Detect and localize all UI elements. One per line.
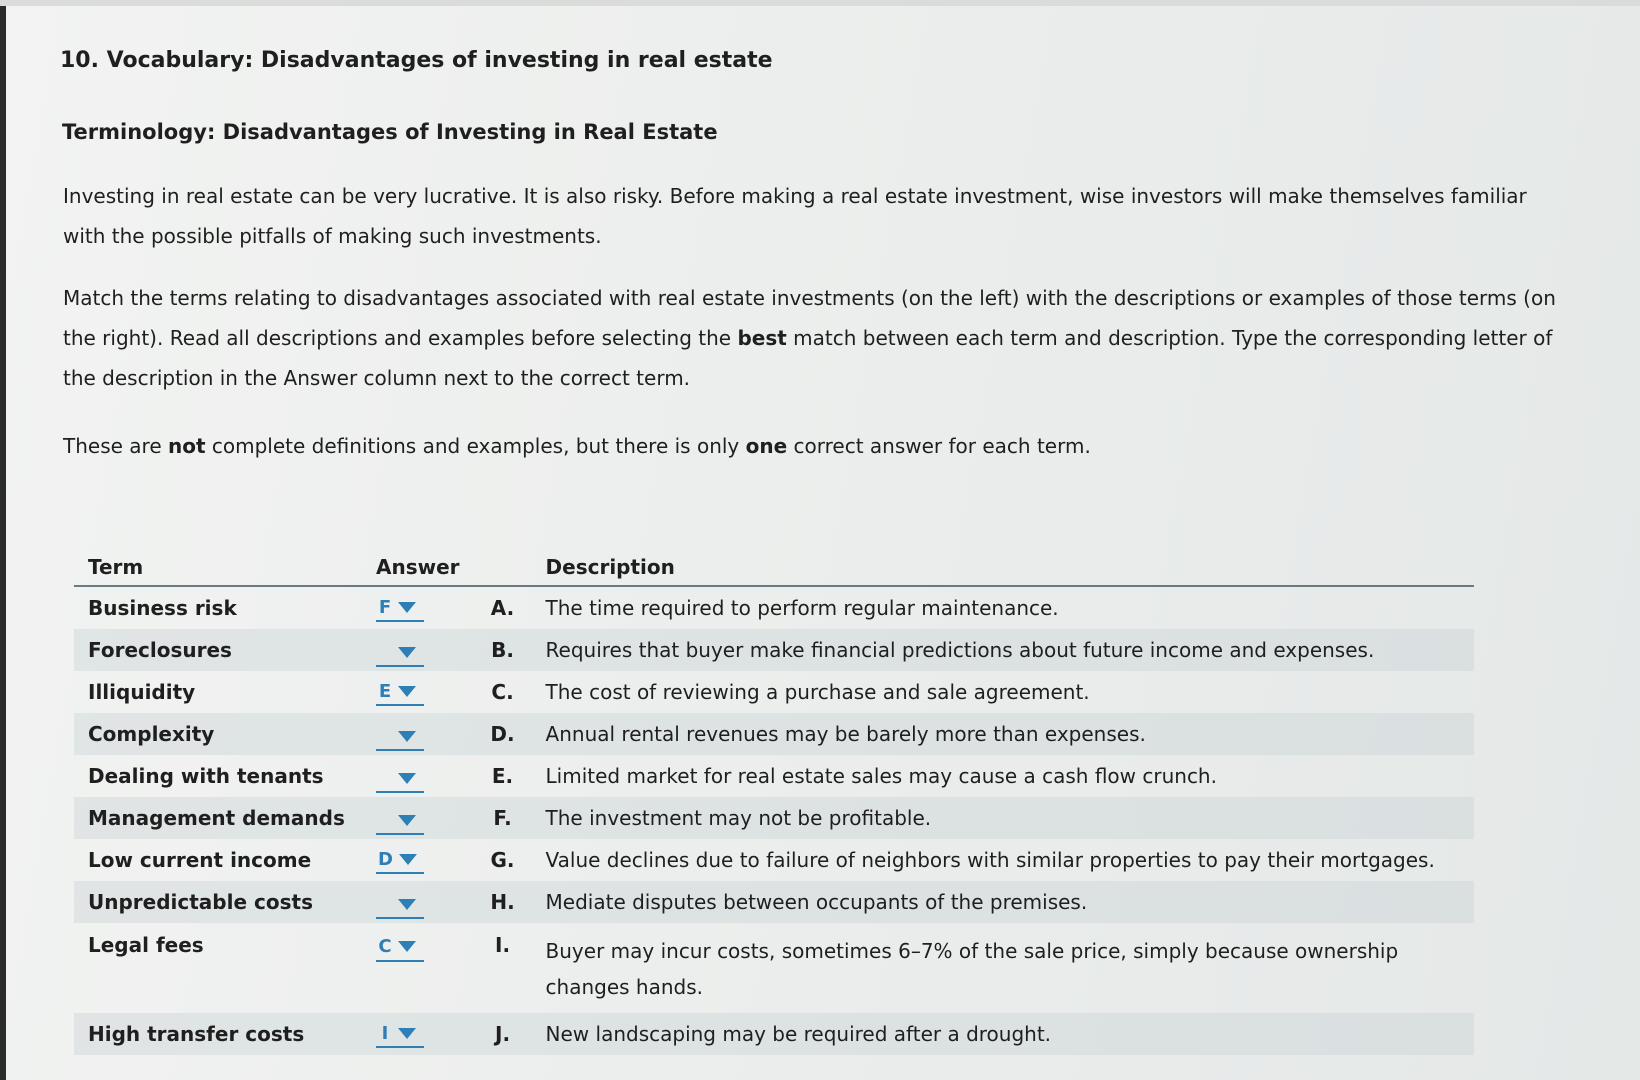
chevron-down-icon — [398, 773, 416, 784]
description-cell: Buyer may incur costs, sometimes 6–7% of the sale price, simply because ownership changes hands. — [545, 939, 1399, 999]
matching-table — [74, 545, 1474, 1055]
chevron-down-icon — [398, 941, 416, 952]
term-cell: Illiquidity — [88, 680, 196, 704]
answer-value: D — [378, 848, 393, 870]
answer-dropdown[interactable] — [376, 848, 424, 874]
term-cell: Legal fees — [88, 933, 204, 957]
answer-dropdown[interactable] — [376, 936, 424, 962]
term-cell: Low current income — [88, 848, 312, 872]
chevron-down-icon — [398, 686, 416, 697]
intro-paragraph: Investing in real estate can be very lucrative. It is also risky. Before making a real estate investment, wise investors will make themselves familiar with the possible pitfalls of making such investments. — [63, 184, 1527, 248]
chevron-down-icon — [398, 602, 416, 613]
description-letter: F. — [474, 797, 532, 839]
chevron-down-icon — [398, 899, 416, 910]
chevron-down-icon — [398, 647, 416, 658]
screen-bezel-top — [0, 0, 1640, 6]
header-description: Description — [545, 555, 675, 579]
answer-dropdown[interactable] — [376, 725, 424, 751]
screen-bezel-left — [0, 0, 6, 1080]
description-letter: H. — [474, 881, 532, 923]
description-letter: G. — [490, 848, 515, 872]
chevron-down-icon — [398, 731, 416, 742]
description-letter: E. — [491, 764, 514, 788]
description-cell: New landscaping may be required after a drought. — [532, 1013, 1474, 1055]
section-title: Terminology: Disadvantages of Investing in Real Estate — [62, 120, 718, 144]
note-text-2: complete definitions and examples, but there is only — [205, 434, 746, 458]
answer-dropdown[interactable] — [376, 809, 424, 835]
table-row — [74, 839, 1474, 881]
note-bold-2: one — [745, 434, 788, 458]
answer-dropdown[interactable] — [376, 767, 424, 793]
description-cell: The time required to perform regular maintenance. — [545, 596, 1059, 620]
answer-dropdown[interactable] — [376, 893, 424, 919]
instructions-bold: best — [737, 326, 787, 350]
answer-value: E — [378, 680, 392, 702]
instructions-paragraph — [63, 278, 1573, 398]
answer-value: I — [381, 1022, 389, 1044]
table-header-row — [74, 545, 1474, 586]
description-letter: B. — [474, 629, 532, 671]
table-row — [74, 1013, 1474, 1055]
table-row — [74, 881, 1474, 923]
description-letter: D. — [474, 713, 532, 755]
header-letter — [474, 545, 532, 586]
description-cell: Mediate disputes between occupants of the premises. — [532, 881, 1474, 923]
answer-dropdown[interactable] — [376, 641, 424, 667]
table-row — [74, 586, 1474, 629]
table-row — [74, 923, 1474, 1013]
note-text-3: correct answer for each term. — [787, 434, 1091, 458]
description-letter: C. — [491, 680, 514, 704]
description-letter: J. — [474, 1013, 532, 1055]
description-cell: Limited market for real estate sales may cause a cash flow crunch. — [545, 764, 1217, 788]
table-row — [74, 629, 1474, 671]
description-cell: Requires that buyer make financial predictions about future income and expenses. — [532, 629, 1474, 671]
answer-value: C — [378, 936, 392, 957]
instructions-text-2: match between each term and description. Type the corresponding letter of the description in the Answer column next to the correct term. — [63, 326, 1553, 390]
term-cell: Dealing with tenants — [88, 764, 324, 788]
question-title: 10. Vocabulary: Disadvantages of investing in real estate — [60, 48, 773, 73]
note-text-1: These are — [63, 434, 168, 458]
term-cell: High transfer costs — [74, 1013, 362, 1055]
instructions-text-1: Match the terms relating to disadvantages associated with real estate investments (on the left) with the descriptions or examples of those terms (on the right). Read all descriptions and examples before selecting the — [63, 286, 1556, 350]
note-bold-1: not — [167, 434, 206, 458]
description-cell: Value declines due to failure of neighbors with similar properties to pay their mortgages. — [545, 848, 1435, 872]
description-cell: The investment may not be profitable. — [532, 797, 1474, 839]
table-row — [74, 755, 1474, 797]
answer-value: F — [378, 596, 392, 618]
chevron-down-icon — [399, 854, 417, 865]
table-row — [74, 713, 1474, 755]
term-cell: Unpredictable costs — [74, 881, 362, 923]
header-term: Term — [88, 555, 144, 579]
table-row — [74, 797, 1474, 839]
description-cell: Annual rental revenues may be barely more than expenses. — [532, 713, 1474, 755]
term-cell: Business risk — [88, 596, 237, 620]
answer-dropdown[interactable] — [376, 596, 424, 622]
table-row — [74, 671, 1474, 713]
description-letter: A. — [490, 596, 515, 620]
answer-dropdown[interactable] — [376, 1022, 424, 1048]
chevron-down-icon — [398, 1028, 416, 1039]
note-paragraph — [63, 426, 1573, 466]
term-cell: Complexity — [74, 713, 362, 755]
description-letter: I. — [495, 933, 511, 957]
chevron-down-icon — [398, 815, 416, 826]
term-cell: Management demands — [74, 797, 362, 839]
term-cell: Foreclosures — [74, 629, 362, 671]
answer-dropdown[interactable] — [376, 680, 424, 706]
header-answer: Answer — [376, 555, 460, 579]
description-cell: The cost of reviewing a purchase and sale agreement. — [545, 680, 1090, 704]
